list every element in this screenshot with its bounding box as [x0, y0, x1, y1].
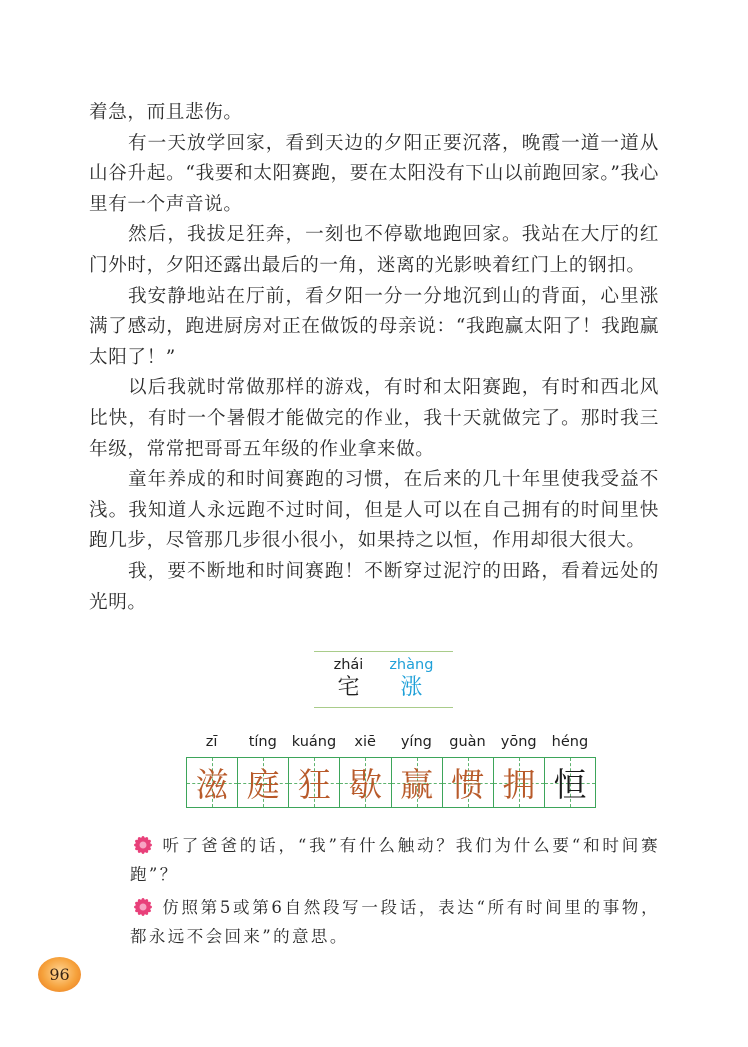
pinyin-label: yōng — [500, 734, 537, 750]
pinyin-label: kuáng — [291, 734, 337, 750]
paragraph-5: 以后我就时常做那样的游戏，有时和太阳赛跑，有时和西北风比快，有时一个暑假才能做完的作业，我十天就做完了。那时我三年级，常常把哥哥五年级的作业拿来做。 — [89, 377, 659, 460]
paragraph-7: 我，要不断地和时间赛跑！不断穿过泥泞的田路，看着远处的光明。 — [89, 560, 659, 613]
write-char: 惯 — [451, 765, 485, 804]
grid-cell — [340, 758, 391, 807]
paragraph-4: 我安静地站在厅前，看夕阳一分一分地沉到山的背面，心里涨满了感动，跑进厨房对正在做饭的母亲说：“我跑赢太阳了！我跑赢太阳了！” — [89, 285, 659, 368]
paragraph-2: 有一天放学回家，看到天边的夕阳正要沉落，晚霞一道一道从山谷升起。“我要和太阳赛跑，要在太阳没有下山以前跑回家。”我心里有一个声音说。 — [89, 132, 659, 215]
write-char: 歇 — [348, 765, 382, 804]
write-char: 恒 — [553, 765, 587, 804]
paragraph-6: 童年养成的和时间赛跑的习惯，在后来的几十年里使我受益不浅。我知道人永远跑不过时间，但是人可以在自己拥有的时间里快跑几步，尽管那几步很小很小，如果持之以恒，作用却很大很大。 — [89, 469, 659, 552]
paragraph-3: 然后，我拔足狂奔，一刻也不停歇地跑回家。我站在大厅的红门外时，夕阳还露出最后的一角，迷离的光影映着红门上的钢扣。 — [89, 224, 659, 276]
write-char: 庭 — [246, 765, 280, 804]
write-chars-pinyin-row — [186, 734, 596, 750]
recognize-chars-box — [314, 651, 453, 708]
article-body — [89, 98, 659, 618]
grid-cell — [289, 758, 340, 807]
write-char: 滋 — [195, 765, 229, 804]
pinyin-label: guàn — [449, 734, 486, 750]
exercise-item — [130, 893, 660, 951]
grid-cell — [545, 758, 595, 807]
char-glyph: 宅 — [337, 675, 360, 700]
pinyin-label: yíng — [400, 734, 432, 750]
page-number-badge — [38, 957, 81, 992]
exercise-text: 听了爸爸的话，“我”有什么触动？我们为什么要“和时间赛跑”？ — [130, 836, 660, 884]
recognize-char-item — [334, 652, 364, 707]
pinyin-label: tíng — [248, 734, 277, 750]
grid-cell — [238, 758, 289, 807]
write-char: 赢 — [400, 765, 434, 804]
page-number: 96 — [49, 965, 70, 984]
pinyin-label: xiē — [354, 734, 376, 750]
char-pinyin: zhái — [333, 657, 364, 673]
grid-cell — [443, 758, 494, 807]
write-char: 拥 — [502, 765, 536, 804]
pinyin-label: zī — [205, 734, 218, 750]
grid-cell — [392, 758, 443, 807]
char-pinyin: zhàng — [389, 657, 434, 673]
grid-cell — [187, 758, 238, 807]
write-char: 狂 — [297, 765, 331, 804]
exercise-list — [130, 831, 660, 955]
flower-icon — [130, 897, 156, 917]
exercise-text: 仿照第5或第6自然段写一段话，表达“所有时间里的事物，都永远不会回来”的意思。 — [130, 898, 660, 946]
grid-cell — [494, 758, 545, 807]
pinyin-label: héng — [551, 734, 589, 750]
paragraph-1: 着急，而且悲伤。 — [89, 102, 243, 123]
flower-icon — [130, 835, 156, 855]
exercise-item — [130, 831, 660, 889]
recognize-char-item — [389, 652, 433, 707]
char-glyph: 涨 — [400, 675, 423, 700]
tianzige-writing-grid — [186, 757, 596, 808]
